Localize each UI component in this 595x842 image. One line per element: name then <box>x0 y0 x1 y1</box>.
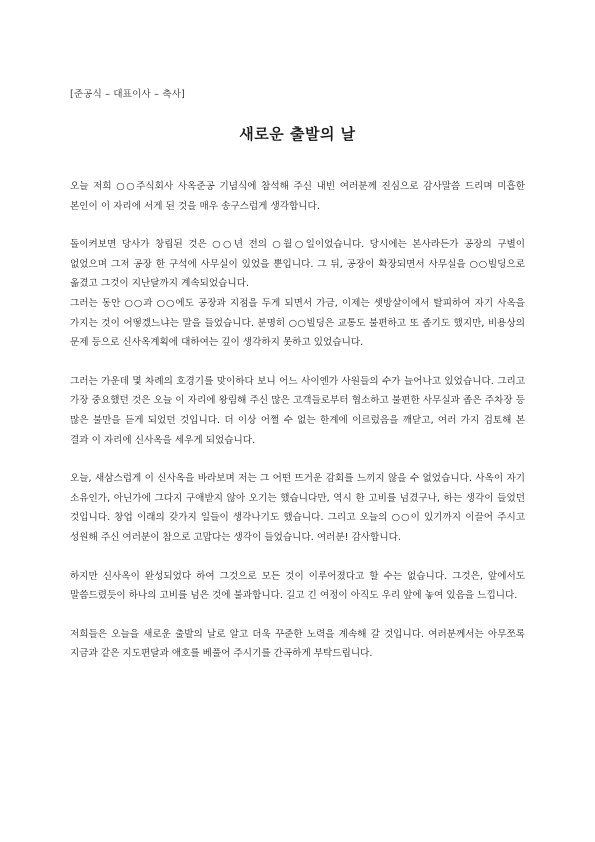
document-body <box>70 177 525 683</box>
paragraph-history: 돌이켜보면 당사가 창립된 것은 ○○년 전의 ○월○일이었습니다. 당시에는 본사라든가 공장의 구별이 없었으며 그저 공장 한 구석에 사무실이 있었을 뿐입니다. 그 뒤, 공장이 확장되면서 사무실을 ○○빌딩으로 옮겼고 그것이 지난달까지 계속되었습니다. <box>70 239 525 290</box>
document-category-tag: [준공식 – 대표이사 – 축사] <box>70 89 185 100</box>
paragraph-greeting: 오늘 저희 ○○주식회사 사옥준공 기념식에 참석해 주신 내빈 여러분께 진심으로 감사말씀 드리며 미흡한 본인이 이 자리에 서게 된 것을 매우 송구스럽게 생각합니다. <box>70 181 525 212</box>
paragraph-expansion: 그러는 동안 ○○과 ○○에도 공장과 지점을 두게 되면서 가금, 이제는 셋방살이에서 탈피하여 자기 사옥을 가지는 것이 어떻겠느냐는 말을 들었습니다. 분명히 ○○빌딩은 교통도 불편하고 또 좁기도 했지만, 비용상의 문제 등으로 신사옥계획에 대하여는 깊이 생각하지 못하고 있었습니다. <box>70 297 525 349</box>
paragraph-closing: 저희들은 오늘을 새로운 출발의 날로 알고 더욱 꾸준한 노력을 계속해 갈 것입니다. 여러분께서는 아무쪼록 지금과 같은 지도편달과 애호를 베풀어 주시기를 간곡하게 부탁드립니다. <box>70 628 525 660</box>
paragraph-journey: 하지만 신사옥이 완성되었다 하여 그것으로 모든 것이 이루어졌다고 할 수는 없습니다. 그것은, 앞에서도 말씀드렸듯이 하나의 고비를 넘은 것에 불과합니다. 길고 긴 여정이 아직도 우리 앞에 놓여 있음을 느낍니다. <box>70 570 525 602</box>
document-title: 새로운 출발의 날 <box>239 125 356 143</box>
paragraph-growth: 그러는 가운데 몇 차례의 호경기를 맞이하다 보니 어느 사이엔가 사원들의 수가 늘어나고 있었습니다. 그리고 가장 중요했던 것은 오늘 이 자리에 왕림해 주신 많은 고객들로부터 협소하고 불편한 사무실과 좁은 주차장 등 많은 불만을 듣게 되었던 것입니다. 더 이상 어쩔 수 없는 한계에 이르렀음을 깨닫고, 여러 가지 검토해 본 결과 이 자리에 신사옥을 세우게 되었습니다. <box>70 375 525 446</box>
paragraph-gratitude: 오늘, 새삼스럽게 이 신사옥을 바라보며 저는 그 어떤 뜨거운 감회를 느끼지 않을 수 없었습니다. 사옥이 자기 소유인가, 아닌가에 그다지 구애받지 않아 오기는 했습니다만, 역시 한 고비를 넘겼구나, 하는 생각이 들었던 것입니다. 창업 이래의 갖가지 일들이 생각나기도 했습니다. 그리고 오늘의 ○○이 있기까지 이끌어 주시고 성원해 주신 여러분이 참으로 고맙다는 생각이 들었습니다. 여러분! 감사합니다. <box>70 473 525 543</box>
